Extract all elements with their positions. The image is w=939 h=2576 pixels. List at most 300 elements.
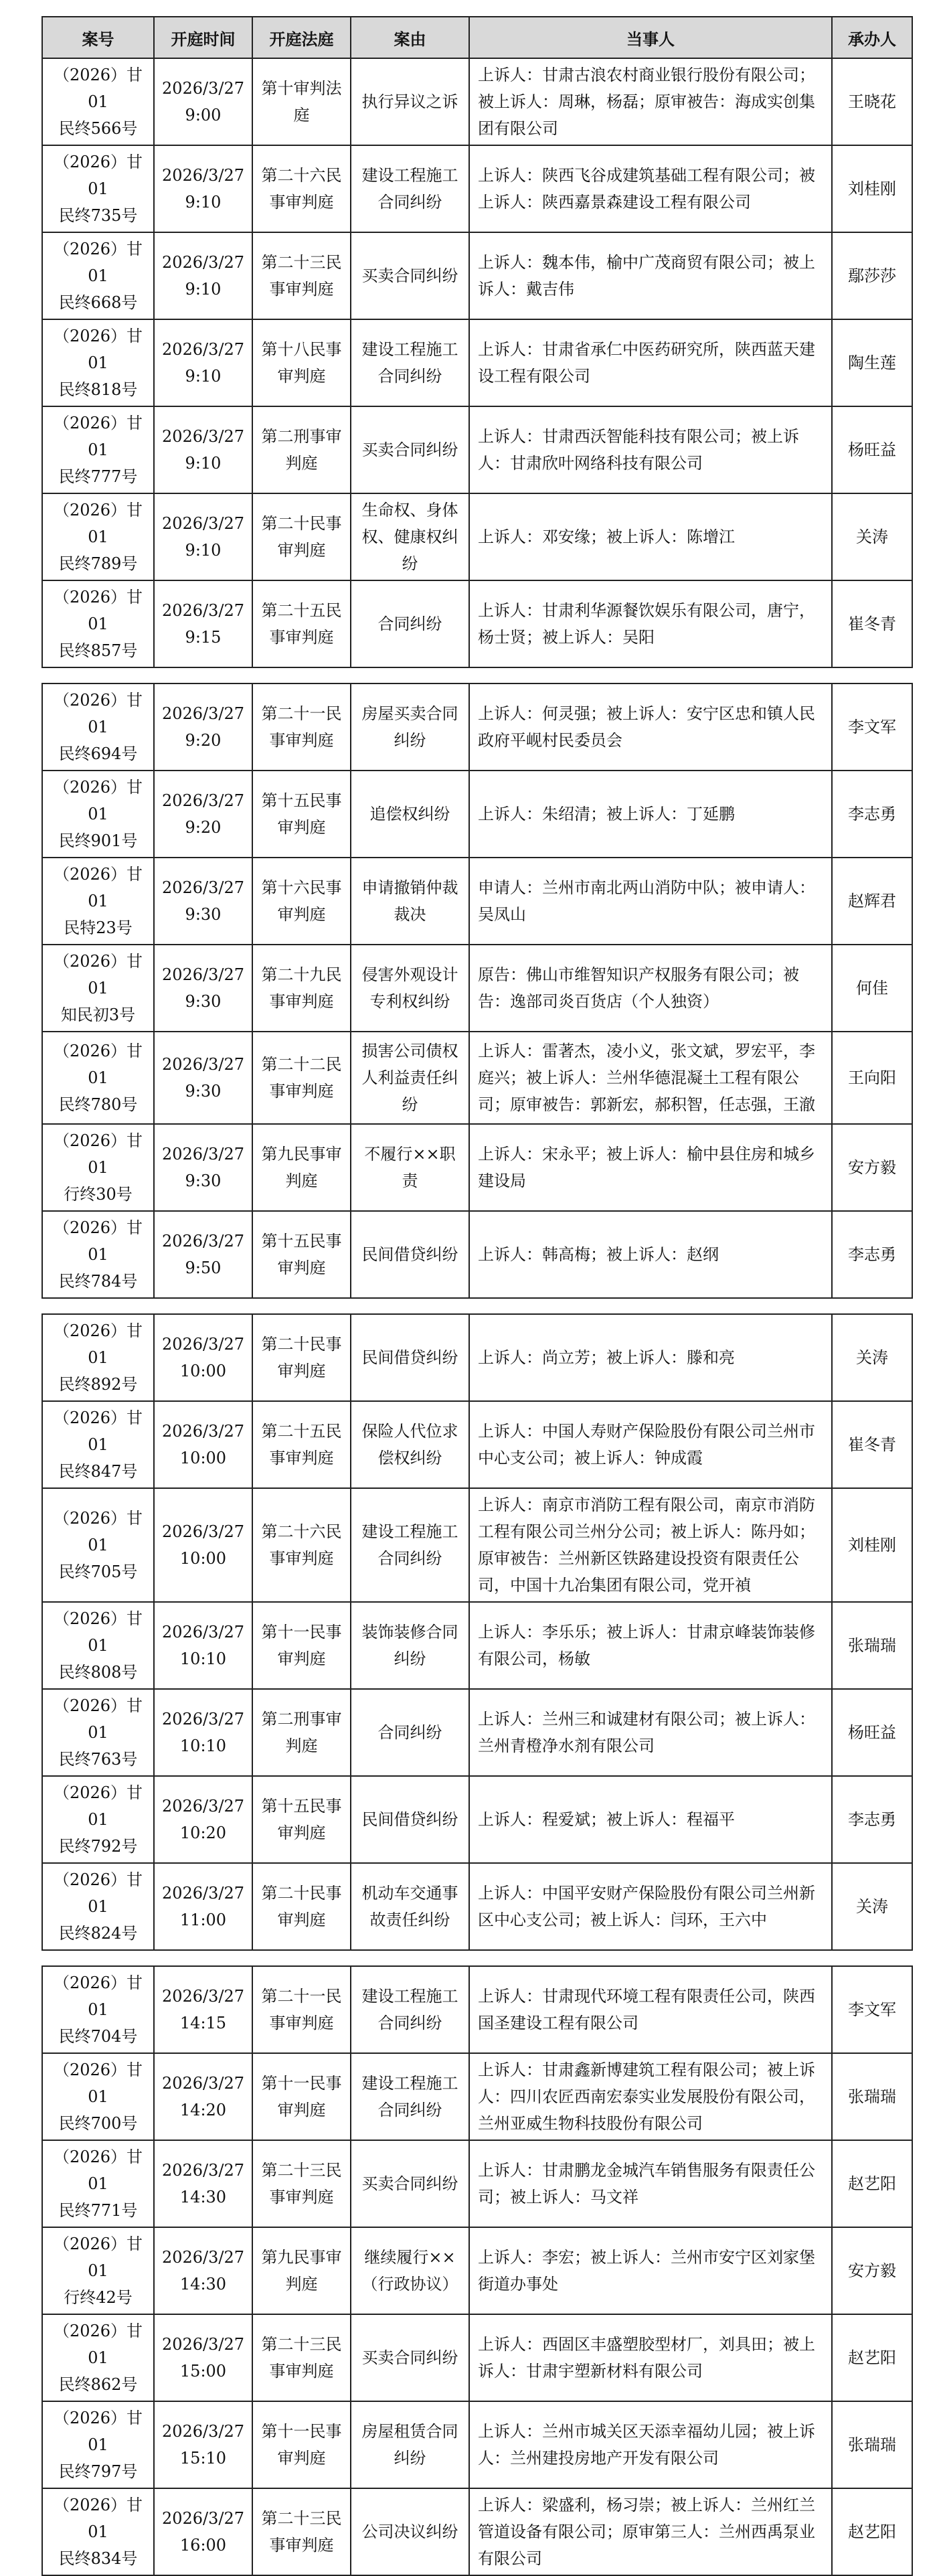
- separator-cell: [42, 1298, 912, 1314]
- cell-cause: [351, 945, 469, 1032]
- cell-parties: [469, 406, 832, 493]
- cell-judge-text: 崔冬青: [848, 615, 896, 633]
- cell-judge: [832, 1776, 912, 1863]
- cell-court-room: [252, 771, 351, 858]
- cell-judge-text: 安方毅: [848, 2261, 896, 2280]
- header-row: [42, 17, 912, 58]
- cell-cause-text: 房屋买卖合同 纠纷: [361, 704, 458, 750]
- cell-cause-text: 建设工程施工 合同纠纷: [361, 1522, 458, 1568]
- cell-case-no: [42, 1689, 154, 1776]
- cell-cause: [351, 2401, 469, 2488]
- group-separator: [42, 1298, 912, 1314]
- cell-hearing-time: [154, 1401, 252, 1488]
- cell-case-no-text: （2026）甘01 民终735号: [53, 153, 143, 225]
- cell-hearing-time-text: 2026/3/27 9:00: [161, 79, 245, 125]
- cell-judge-text: 李文军: [848, 2000, 896, 2019]
- cell-hearing-time: [154, 858, 252, 945]
- cell-court-room-text: 第十五民事 审判庭: [261, 791, 342, 837]
- cell-cause: [351, 1488, 469, 1602]
- cell-case-no: [42, 2488, 154, 2575]
- cell-parties: [469, 145, 832, 232]
- cell-parties-text: 上诉人：梁盛利，杨习崇；被上诉人：兰州红兰管道设备有限公司；原审第三人：兰州西禹泵业有限公司: [478, 2496, 815, 2568]
- cell-court-room-text: 第二十三民 事审判庭: [261, 2509, 342, 2555]
- cell-hearing-time-text: 2026/3/27 9:20: [161, 704, 245, 750]
- cell-cause: [351, 2140, 469, 2227]
- cell-parties-text: 上诉人：魏本伟，榆中广茂商贸有限公司；被上诉人：戴吉伟: [478, 253, 815, 299]
- cell-hearing-time: [154, 1776, 252, 1863]
- cell-case-no-text: （2026）甘01 民终808号: [53, 1609, 143, 1682]
- cell-case-no-text: （2026）甘01 民终694号: [53, 691, 143, 763]
- cell-case-no-text: （2026）甘01 民终705号: [53, 1509, 143, 1581]
- cell-court-room-text: 第二十一民 事审判庭: [261, 704, 342, 750]
- cell-cause-text: 建设工程施工 合同纠纷: [361, 2074, 458, 2119]
- cell-parties: [469, 1124, 832, 1211]
- cell-cause-text: 装饰装修合同 纠纷: [361, 1623, 458, 1668]
- cell-court-room-text: 第二十民事 审判庭: [261, 514, 342, 560]
- cell-judge: [832, 2314, 912, 2401]
- cell-cause: [351, 145, 469, 232]
- cell-court-room-text: 第二十三民 事审判庭: [261, 2161, 342, 2206]
- cell-court-room: [252, 493, 351, 580]
- cell-cause-text: 追偿权纠纷: [369, 805, 450, 823]
- cell-court-room: [252, 1211, 351, 1298]
- cell-parties: [469, 2314, 832, 2401]
- cell-court-room-text: 第二十五民 事审判庭: [261, 601, 342, 647]
- table-row: [42, 1032, 912, 1124]
- cell-hearing-time-text: 2026/3/27 9:30: [161, 965, 245, 1011]
- cell-court-room: [252, 406, 351, 493]
- cell-hearing-time-text: 2026/3/27 14:15: [161, 1987, 245, 2032]
- cell-hearing-time: [154, 1124, 252, 1211]
- cell-cause: [351, 1966, 469, 2053]
- cell-case-no-text: （2026）甘01 行终42号: [53, 2235, 143, 2307]
- cell-parties: [469, 1032, 832, 1124]
- cell-parties: [469, 1401, 832, 1488]
- cell-cause-text: 侵害外观设计 专利权纠纷: [361, 965, 458, 1011]
- cell-parties-text: 上诉人：兰州市城关区天添幸福幼儿园；被上诉人：兰州建投房地产开发有限公司: [478, 2422, 815, 2468]
- cell-judge: [832, 771, 912, 858]
- cell-case-no-text: （2026）甘01 民终771号: [53, 2148, 143, 2220]
- cell-hearing-time-text: 2026/3/27 9:15: [161, 601, 245, 647]
- cell-case-no: [42, 1863, 154, 1950]
- cell-court-room-text: 第十一民事 审判庭: [261, 2422, 342, 2468]
- cell-cause-text: 民间借贷纠纷: [361, 1245, 458, 1264]
- cell-hearing-time-text: 2026/3/27 16:00: [161, 2509, 245, 2555]
- cell-hearing-time: [154, 319, 252, 406]
- cell-judge: [832, 1863, 912, 1950]
- table-row: [42, 1776, 912, 1863]
- table-row: [42, 1488, 912, 1602]
- cell-hearing-time-text: 2026/3/27 9:10: [161, 427, 245, 473]
- cell-case-no: [42, 1966, 154, 2053]
- cell-case-no-text: （2026）甘01 民终566号: [53, 66, 143, 138]
- cell-parties-text: 上诉人：甘肃古浪农村商业银行股份有限公司；被上诉人：周琳，杨磊；原审被告：海成实创集团有限公司: [478, 66, 815, 138]
- cell-judge: [832, 2140, 912, 2227]
- cell-court-room-text: 第二十三民 事审判庭: [261, 2335, 342, 2381]
- cell-case-no: [42, 580, 154, 667]
- table-row: [42, 1314, 912, 1401]
- cell-parties-text: 上诉人：陕西飞谷成建筑基础工程有限公司；被上诉人：陕西嘉景森建设工程有限公司: [478, 166, 815, 212]
- cell-court-room: [252, 945, 351, 1032]
- group-separator: [42, 667, 912, 683]
- header-court-room: 开庭法庭: [252, 17, 351, 58]
- cell-case-no-text: （2026）甘01 民终892号: [53, 1321, 143, 1394]
- cell-court-room: [252, 1863, 351, 1950]
- cell-cause: [351, 232, 469, 319]
- cell-cause-text: 买卖合同纠纷: [361, 2348, 458, 2367]
- cell-cause: [351, 1401, 469, 1488]
- cell-hearing-time: [154, 493, 252, 580]
- cell-court-room: [252, 2314, 351, 2401]
- cell-cause: [351, 2314, 469, 2401]
- cell-cause: [351, 1314, 469, 1401]
- cell-cause: [351, 493, 469, 580]
- cell-case-no: [42, 1401, 154, 1488]
- cell-court-room: [252, 858, 351, 945]
- cell-court-room-text: 第九民事审 判庭: [261, 2248, 342, 2293]
- table-row: [42, 1124, 912, 1211]
- cell-hearing-time: [154, 580, 252, 667]
- cell-cause: [351, 771, 469, 858]
- cell-court-room: [252, 145, 351, 232]
- cell-court-room: [252, 1966, 351, 2053]
- cell-judge-text: 赵艺阳: [848, 2174, 896, 2193]
- cell-case-no-text: （2026）甘01 民终847号: [53, 1408, 143, 1481]
- cell-hearing-time-text: 2026/3/27 9:30: [161, 1145, 245, 1190]
- cell-parties-text: 上诉人：南京市消防工程有限公司，南京市消防工程有限公司兰州分公司；被上诉人：陈丹如；原审被告：兰州新区铁路建设投资有限责任公司，中国十九冶集团有限公司，党开禎: [478, 1496, 815, 1595]
- cell-judge: [832, 232, 912, 319]
- cell-court-room: [252, 683, 351, 771]
- cell-hearing-time-text: 2026/3/27 9:10: [161, 514, 245, 560]
- cell-judge: [832, 406, 912, 493]
- cell-cause-text: 买卖合同纠纷: [361, 2174, 458, 2193]
- cell-hearing-time-text: 2026/3/27 11:00: [161, 1884, 245, 1929]
- cell-parties: [469, 2227, 832, 2314]
- cell-case-no: [42, 58, 154, 145]
- cell-court-room: [252, 2488, 351, 2575]
- cell-parties-text: 上诉人：兰州三和诚建材有限公司；被上诉人：兰州青橙净水剂有限公司: [478, 1710, 815, 1755]
- cell-cause: [351, 1776, 469, 1863]
- cell-hearing-time: [154, 945, 252, 1032]
- cell-court-room-text: 第二十二民 事审判庭: [261, 1055, 342, 1101]
- cell-hearing-time: [154, 2227, 252, 2314]
- cell-parties-text: 上诉人：李乐乐；被上诉人：甘肃京峰装饰装修有限公司，杨敏: [478, 1623, 815, 1668]
- cell-cause: [351, 58, 469, 145]
- cell-parties-text: 上诉人：韩高梅；被上诉人：赵纲: [478, 1245, 719, 1264]
- cell-parties-text: 上诉人：甘肃省承仁中医药研究所，陕西蓝天建设工程有限公司: [478, 340, 815, 386]
- cell-case-no: [42, 1211, 154, 1298]
- cell-parties: [469, 2140, 832, 2227]
- table-row: [42, 1211, 912, 1298]
- table-body: [42, 58, 912, 2575]
- cell-case-no: [42, 2227, 154, 2314]
- cell-hearing-time-text: 2026/3/27 14:30: [161, 2248, 245, 2293]
- cell-parties-text: 上诉人：雷著杰，凌小义，张文斌，罗宏平，李庭兴；被上诉人：兰州华德混凝土工程有限公司；原审被告：郭新宏，郝积智，任志强，王澈: [478, 1042, 815, 1114]
- cell-cause-text: 买卖合同纠纷: [361, 266, 458, 285]
- cell-court-room-text: 第十一民事 审判庭: [261, 2074, 342, 2119]
- cell-judge: [832, 2488, 912, 2575]
- table-row: [42, 319, 912, 406]
- cell-cause-text: 机动车交通事 故责任纠纷: [361, 1884, 458, 1929]
- cell-judge-text: 杨旺益: [848, 1723, 896, 1742]
- cell-hearing-time: [154, 2140, 252, 2227]
- cell-parties: [469, 232, 832, 319]
- cell-judge-text: 崔冬青: [848, 1435, 896, 1454]
- cell-court-room: [252, 1314, 351, 1401]
- cell-court-room-text: 第二十一民 事审判庭: [261, 1987, 342, 2032]
- cell-cause-text: 建设工程施工 合同纠纷: [361, 1987, 458, 2032]
- cell-hearing-time-text: 2026/3/27 9:50: [161, 1232, 245, 1277]
- cell-case-no-text: （2026）甘01 民终824号: [53, 1870, 143, 1943]
- cell-parties: [469, 1776, 832, 1863]
- cell-parties: [469, 58, 832, 145]
- cell-parties: [469, 2053, 832, 2140]
- cell-cause: [351, 1124, 469, 1211]
- cell-court-room-text: 第二十五民 事审判庭: [261, 1422, 342, 1467]
- cell-cause: [351, 1863, 469, 1950]
- cell-judge: [832, 1314, 912, 1401]
- cell-hearing-time: [154, 1314, 252, 1401]
- cell-judge: [832, 1124, 912, 1211]
- cell-hearing-time: [154, 1488, 252, 1602]
- cell-judge: [832, 580, 912, 667]
- cell-hearing-time-text: 2026/3/27 15:00: [161, 2335, 245, 2381]
- cell-court-room-text: 第二刑事审 判庭: [261, 427, 342, 473]
- cell-parties-text: 上诉人：程爱斌；被上诉人：程福平: [478, 1810, 735, 1829]
- cell-hearing-time: [154, 1966, 252, 2053]
- cell-court-room-text: 第二十六民 事审判庭: [261, 1522, 342, 1568]
- cell-parties: [469, 1211, 832, 1298]
- cell-cause-text: 继续履行×× （行政协议）: [361, 2248, 458, 2293]
- table-row: [42, 1966, 912, 2053]
- table-row: [42, 1602, 912, 1689]
- cell-hearing-time-text: 2026/3/27 10:10: [161, 1623, 245, 1668]
- cell-case-no: [42, 1314, 154, 1401]
- cell-court-room-text: 第二刑事审 判庭: [261, 1710, 342, 1755]
- cell-court-room: [252, 58, 351, 145]
- cell-parties-text: 上诉人：甘肃现代环境工程有限责任公司，陕西国圣建设工程有限公司: [478, 1987, 815, 2032]
- cell-hearing-time-text: 2026/3/27 14:20: [161, 2074, 245, 2119]
- cell-court-room-text: 第二十九民 事审判庭: [261, 965, 342, 1011]
- cell-case-no-text: （2026）甘01 民终862号: [53, 2322, 143, 2394]
- cell-case-no-text: （2026）甘01 民终780号: [53, 1042, 143, 1114]
- cell-cause: [351, 1689, 469, 1776]
- cell-judge: [832, 2227, 912, 2314]
- cell-case-no: [42, 2314, 154, 2401]
- cell-court-room: [252, 2053, 351, 2140]
- cell-court-room-text: 第十五民事 审判庭: [261, 1797, 342, 1842]
- header-hearing-time: 开庭时间: [154, 17, 252, 58]
- cell-cause-text: 建设工程施工 合同纠纷: [361, 166, 458, 212]
- table-row: [42, 858, 912, 945]
- cell-court-room-text: 第十六民事 审判庭: [261, 878, 342, 924]
- table-row: [42, 945, 912, 1032]
- cell-court-room: [252, 232, 351, 319]
- cell-judge-text: 刘桂刚: [848, 1536, 896, 1554]
- cell-hearing-time: [154, 58, 252, 145]
- cell-case-no: [42, 232, 154, 319]
- cell-cause: [351, 1032, 469, 1124]
- cell-parties: [469, 683, 832, 771]
- cell-parties: [469, 1966, 832, 2053]
- cell-parties-text: 上诉人：甘肃鹏龙金城汽车销售服务有限责任公司；被上诉人：马文祥: [478, 2161, 815, 2206]
- cell-hearing-time-text: 2026/3/27 10:00: [161, 1335, 245, 1380]
- cell-hearing-time: [154, 1689, 252, 1776]
- header-parties: 当事人: [469, 17, 832, 58]
- cell-cause-text: 买卖合同纠纷: [361, 440, 458, 459]
- table-row: [42, 2488, 912, 2575]
- cell-parties: [469, 580, 832, 667]
- cell-judge-text: 关涛: [856, 1897, 888, 1916]
- cell-hearing-time: [154, 1863, 252, 1950]
- cell-court-room: [252, 1776, 351, 1863]
- separator-cell: [42, 1950, 912, 1966]
- cell-case-no-text: （2026）甘01 民终704号: [53, 1974, 143, 2046]
- cell-parties: [469, 1314, 832, 1401]
- cell-hearing-time-text: 2026/3/27 9:10: [161, 253, 245, 299]
- cell-parties: [469, 493, 832, 580]
- cell-case-no: [42, 771, 154, 858]
- cell-parties: [469, 771, 832, 858]
- cell-parties-text: 上诉人：西固区丰盛塑胶型材厂，刘具田；被上诉人：甘肃宇塑新材料有限公司: [478, 2335, 815, 2381]
- cell-judge: [832, 1602, 912, 1689]
- cell-case-no: [42, 493, 154, 580]
- header-cause: 案由: [351, 17, 469, 58]
- cell-case-no: [42, 319, 154, 406]
- cell-judge-text: 关涛: [856, 1348, 888, 1367]
- cell-case-no-text: （2026）甘01 民终700号: [53, 2061, 143, 2133]
- cell-court-room-text: 第十审判法 庭: [261, 79, 342, 125]
- cell-case-no-text: （2026）甘01 民终792号: [53, 1783, 143, 1856]
- cell-judge: [832, 945, 912, 1032]
- table-row: [42, 771, 912, 858]
- cell-court-room-text: 第二十民事 审判庭: [261, 1335, 342, 1380]
- cell-judge-text: 何佳: [856, 979, 888, 997]
- cell-judge: [832, 683, 912, 771]
- cell-judge: [832, 58, 912, 145]
- cell-case-no: [42, 1602, 154, 1689]
- cell-judge: [832, 1032, 912, 1124]
- cell-judge: [832, 1401, 912, 1488]
- cell-court-room: [252, 1488, 351, 1602]
- cell-case-no-text: （2026）甘01 行终30号: [53, 1131, 143, 1204]
- cell-cause: [351, 319, 469, 406]
- cell-parties: [469, 319, 832, 406]
- cell-case-no-text: （2026）甘01 民终797号: [53, 2409, 143, 2481]
- cell-hearing-time: [154, 2488, 252, 2575]
- cell-hearing-time-text: 2026/3/27 10:00: [161, 1422, 245, 1467]
- cell-court-room: [252, 2401, 351, 2488]
- cell-parties: [469, 2401, 832, 2488]
- table-row: [42, 683, 912, 771]
- cell-cause: [351, 2488, 469, 2575]
- cell-parties: [469, 858, 832, 945]
- cell-hearing-time: [154, 2401, 252, 2488]
- cell-judge-text: 张瑞瑞: [848, 2087, 896, 2106]
- cell-hearing-time-text: 2026/3/27 9:30: [161, 1055, 245, 1101]
- cell-judge: [832, 1488, 912, 1602]
- cell-judge-text: 王晓花: [848, 92, 896, 111]
- cell-court-room-text: 第十五民事 审判庭: [261, 1232, 342, 1277]
- table-row: [42, 2401, 912, 2488]
- cell-hearing-time-text: 2026/3/27 15:10: [161, 2422, 245, 2468]
- cell-parties: [469, 1863, 832, 1950]
- cell-hearing-time: [154, 1211, 252, 1298]
- table-row: [42, 232, 912, 319]
- cell-parties-text: 上诉人：何灵强；被上诉人：安宁区忠和镇人民政府平岘村民委员会: [478, 704, 815, 750]
- cell-parties-text: 上诉人：中国人寿财产保险股份有限公司兰州市中心支公司；被上诉人：钟成霞: [478, 1422, 815, 1467]
- cell-parties-text: 上诉人：中国平安财产保险股份有限公司兰州新区中心支公司；被上诉人：闫环，王六中: [478, 1884, 815, 1929]
- cell-parties-text: 上诉人：邓安缘；被上诉人：陈增江: [478, 528, 735, 546]
- cell-judge-text: 赵辉君: [848, 892, 896, 910]
- cell-case-no: [42, 683, 154, 771]
- table-row: [42, 2314, 912, 2401]
- cell-court-room: [252, 1032, 351, 1124]
- cell-hearing-time: [154, 1032, 252, 1124]
- cell-court-room-text: 第九民事审 判庭: [261, 1145, 342, 1190]
- cell-judge-text: 刘桂刚: [848, 179, 896, 198]
- cell-hearing-time-text: 2026/3/27 10:00: [161, 1522, 245, 1568]
- cell-court-room-text: 第二十三民 事审判庭: [261, 253, 342, 299]
- table-row: [42, 406, 912, 493]
- table-row: [42, 2140, 912, 2227]
- cell-court-room-text: 第二十六民 事审判庭: [261, 166, 342, 212]
- cell-judge: [832, 858, 912, 945]
- cell-case-no-text: （2026）甘01 民终857号: [53, 588, 143, 660]
- cell-court-room: [252, 319, 351, 406]
- cell-court-room-text: 第二十民事 审判庭: [261, 1884, 342, 1929]
- cell-case-no: [42, 858, 154, 945]
- cell-cause: [351, 406, 469, 493]
- table-row: [42, 2053, 912, 2140]
- cell-judge-text: 李志勇: [848, 805, 896, 823]
- cell-case-no-text: （2026）甘01 民终818号: [53, 327, 143, 399]
- cell-parties-text: 上诉人：李宏；被上诉人：兰州市安宁区刘家堡街道办事处: [478, 2248, 815, 2293]
- cell-hearing-time: [154, 2314, 252, 2401]
- cell-court-room: [252, 1602, 351, 1689]
- cell-judge: [832, 145, 912, 232]
- cell-cause-text: 合同纠纷: [377, 1723, 442, 1742]
- cell-cause-text: 不履行××职 责: [364, 1145, 456, 1190]
- cell-hearing-time-text: 2026/3/27 9:30: [161, 878, 245, 924]
- cell-parties-text: 申请人：兰州市南北两山消防中队；被申请人：吴凤山: [478, 878, 815, 924]
- cell-judge-text: 关涛: [856, 528, 888, 546]
- cell-case-no: [42, 2053, 154, 2140]
- cell-cause: [351, 1211, 469, 1298]
- cell-judge-text: 鄢莎莎: [848, 266, 896, 285]
- cell-parties-text: 上诉人：宋永平；被上诉人：榆中县住房和城乡建设局: [478, 1145, 815, 1190]
- table-row: [42, 1689, 912, 1776]
- cell-case-no: [42, 2140, 154, 2227]
- cell-parties: [469, 1689, 832, 1776]
- header-judge: 承办人: [832, 17, 912, 58]
- cell-case-no: [42, 1032, 154, 1124]
- cell-case-no: [42, 2401, 154, 2488]
- cell-cause: [351, 1602, 469, 1689]
- cell-judge: [832, 2053, 912, 2140]
- cell-case-no: [42, 1124, 154, 1211]
- table-row: [42, 580, 912, 667]
- cell-cause-text: 申请撤销仲裁 裁决: [361, 878, 458, 924]
- cell-hearing-time: [154, 771, 252, 858]
- cell-judge-text: 张瑞瑞: [848, 1636, 896, 1655]
- group-separator: [42, 1950, 912, 1966]
- cell-judge-text: 杨旺益: [848, 440, 896, 459]
- cell-judge-text: 李文军: [848, 718, 896, 736]
- cell-parties: [469, 1488, 832, 1602]
- cell-judge-text: 赵艺阳: [848, 2522, 896, 2541]
- cell-judge-text: 李志勇: [848, 1245, 896, 1264]
